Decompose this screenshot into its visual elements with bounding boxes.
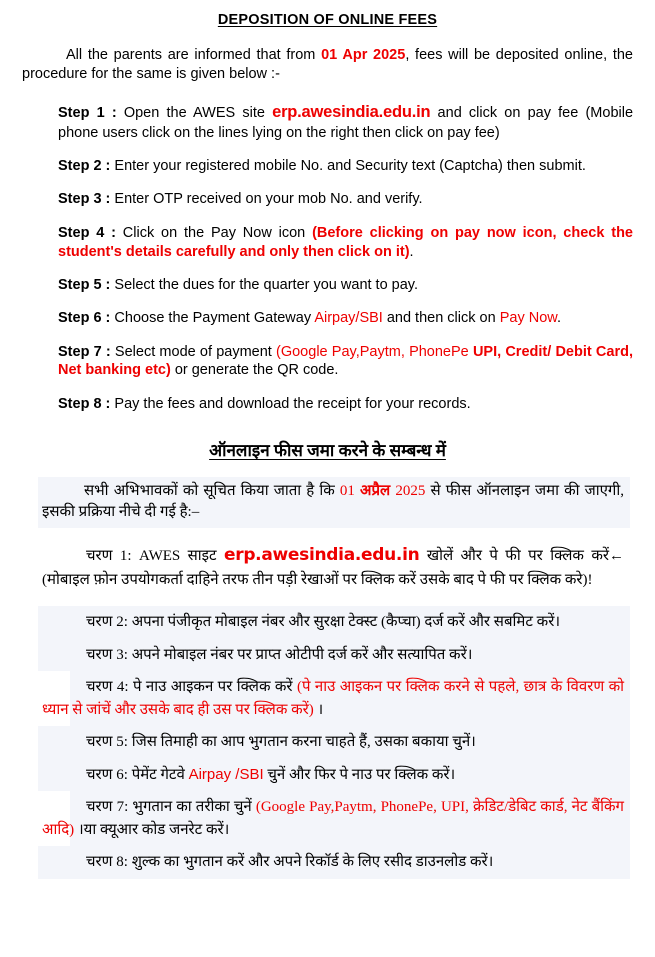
step-3-label: Step 3 : [58, 191, 115, 208]
step-4-warning: (Before clicking on pay now icon, check the student's details carefully and only then click on it) [58, 224, 633, 260]
hindi-step-4-warning: (पे नाउ आइकन पर क्लिक करने से पहले, छात्र के विवरण को ध्यान से जांचें और उसके बाद ही उस पर क्लिक करें) [42, 679, 624, 718]
hindi-intro-paragraph [38, 477, 630, 529]
hindi-step-1 [38, 538, 630, 596]
step-4 [58, 224, 633, 262]
hindi-section-title-text: ऑनलाइन फीस जमा करने के सम्बन्ध में [209, 440, 446, 460]
hindi-intro-date-year: 2025 [390, 482, 426, 499]
hindi-step-4 [42, 671, 630, 726]
hindi-step-3-pre: अपने मोबाइल नंबर पर प्राप्त ओटीपी दर्ज करें और सत्यापित करें। [131, 646, 473, 663]
hindi-step-2-pre: अपना पंजीकृत मोबाइल नंबर और सुरक्षा टेक्स्ट (कैप्चा) दर्ज करें और सबमिट करें। [131, 614, 561, 631]
hindi-step-8-label: चरण 8: [86, 854, 132, 871]
step-6-mid: and then click on [382, 310, 500, 327]
step-7-post: or generate the QR code. [170, 362, 339, 379]
hindi-step-6-post: चुनें और फिर पे नाउ पर क्लिक करें। [263, 766, 456, 783]
hindi-step-7-methods: (Google Pay,Paytm, PhonePe, UPI, क्रेडिट/डेबिट कार्ड, नेट बैंकिंग आदि) [42, 799, 624, 838]
hindi-intro-post: से फीस ऑनलाइन जमा की जाएगी, इसकी प्रक्रिया नीचे दी गई है:– [42, 482, 624, 521]
step-2-label: Step 2 : [58, 158, 115, 175]
step-6-gateway: Airpay/SBI [314, 310, 383, 327]
hindi-intro-pre: सभी अभिभावकों को सूचित किया जाता है कि [84, 482, 340, 499]
hindi-step-5-label: चरण 5: [86, 734, 132, 751]
step-6-paynow: Pay Now [499, 310, 557, 327]
hindi-step-3-label: चरण 3: [86, 646, 132, 663]
hindi-step-3 [38, 639, 630, 672]
step-4-pre: Click on the Pay Now icon [122, 224, 313, 241]
hindi-step-7-label: चरण 7: [86, 799, 133, 816]
hindi-step-7-post: ।या क्यूआर कोड जनरेट करें। [74, 821, 230, 838]
intro-date: 01 Apr 2025 [321, 47, 406, 63]
hindi-step-7-pre: भुगतान का तरीका चुनें [132, 799, 256, 816]
hindi-intro-date-month: अप्रैल [360, 482, 391, 499]
step-7-pre: Select mode of payment [114, 343, 277, 360]
step-6-pre: Choose the Payment Gateway [114, 310, 315, 327]
hindi-step-4-post: । [313, 701, 324, 718]
hindi-step-5 [38, 726, 630, 759]
step-7 [58, 343, 633, 381]
step-7-methods-bold: UPI, Credit/ Debit Card, Net banking etc) [58, 343, 633, 379]
step-2 [58, 157, 633, 176]
step-7-label: Step 7 : [58, 343, 115, 360]
hindi-step-6-pre: पेमेंट गेटवे [131, 766, 189, 783]
step-1-pre: Open the AWES site [123, 105, 273, 122]
hindi-step-4-pre: पे नाउ आइकन पर क्लिक करें [132, 679, 297, 696]
step-1-post: and click on pay fee (Mobile phone users click on the lines lying on the right then click on pay fee) [58, 105, 634, 141]
page-title-text: DEPOSITION OF ONLINE FEES [217, 12, 438, 28]
page-title [0, 12, 655, 28]
hindi-section [0, 477, 655, 879]
step-8-pre: Pay the fees and download the receipt for your records. [114, 395, 471, 412]
step-5 [58, 276, 633, 295]
hindi-step-5-pre: जिस तिमाही का आप भुगतान करना चाहते हैं, उसका बकाया चुनें। [131, 734, 476, 751]
hindi-step-1-pre: AWES साइट [138, 548, 224, 565]
step-7-methods: (Google Pay,Paytm, PhonePe [276, 343, 473, 360]
hindi-step-1-label: चरण 1: [86, 548, 139, 565]
hindi-step-2 [38, 606, 630, 639]
step-6-label: Step 6 : [58, 310, 115, 327]
document-page [0, 12, 655, 957]
step-5-label: Step 5 : [58, 276, 115, 293]
step-1-url[interactable]: erp.awesindia.edu.in [272, 103, 431, 122]
step-8-label: Step 8 : [58, 395, 115, 412]
hindi-step-8-pre: शुल्क का भुगतान करें और अपने रिकॉर्ड के लिए रसीद डाउनलोड करें। [131, 854, 494, 871]
step-4-post: . [409, 243, 414, 260]
intro-pre-text: All the parents are informed that from [66, 47, 322, 63]
step-6 [58, 309, 633, 328]
hindi-step-8 [38, 846, 630, 879]
hindi-step-6-gateway: Airpay /SBI [188, 765, 264, 783]
hindi-intro-date-day: 01 [339, 482, 361, 499]
step-6-post: . [556, 310, 561, 327]
hindi-step-1-url[interactable]: erp.awesindia.edu.in [224, 545, 420, 566]
hindi-step-7 [42, 791, 630, 846]
hindi-step-2-label: चरण 2: [86, 614, 132, 631]
step-1 [58, 102, 633, 142]
step-8 [58, 395, 633, 414]
step-4-label: Step 4 : [58, 224, 123, 241]
hindi-step-1-post: खोलें और पे फी पर क्लिक करें← (मोबाइल फ़ोन उपयोगकर्ता दाहिने तरफ तीन पड़ी रेखाओं पर क्लिक करें उसके बाद पे फी पर क्लिक करे)! [42, 548, 624, 588]
step-3-pre: Enter OTP received on your mob No. and verify. [114, 191, 423, 208]
hindi-step-6 [38, 759, 630, 792]
step-5-pre: Select the dues for the quarter you want to pay. [114, 276, 419, 293]
english-steps-list [58, 102, 633, 413]
intro-paragraph [22, 46, 633, 84]
intro-post-text: , fees will be deposited online, the procedure for the same is given below :- [22, 47, 633, 83]
step-3 [58, 190, 633, 209]
hindi-step-6-label: चरण 6: [86, 766, 132, 783]
hindi-step-4-label: चरण 4: [86, 679, 133, 696]
step-2-pre: Enter your registered mobile No. and Security text (Captcha) then submit. [114, 158, 586, 175]
hindi-section-title [0, 438, 655, 461]
step-1-label: Step 1 : [58, 105, 124, 122]
